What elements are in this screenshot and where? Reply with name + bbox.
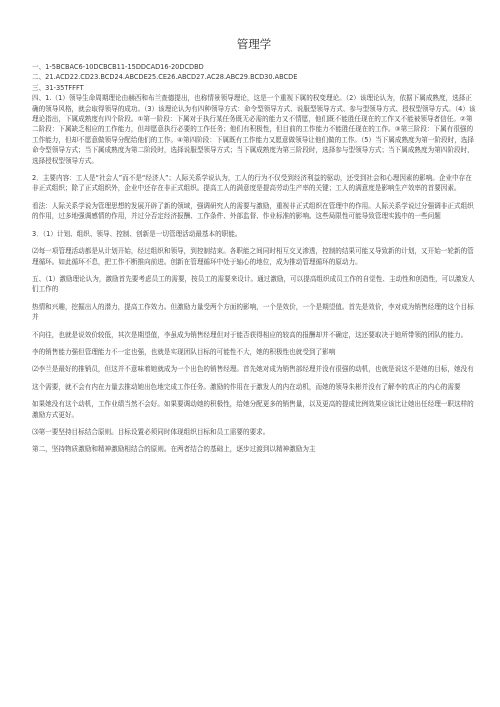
paragraph-better-incentive: 如果她没有这个动机，工作业绩当然不会好。如果要调动她的积极性，给她分配更多的销售量，以及更高的提成比例效果应该比让她出任经理一职这样的激励方式更好。	[32, 400, 474, 419]
paragraph-motivation-theory: 五、（1）激励理论认为，激励首先要考虑员工的需要，按员工的需要来设计。通过激励，可以提高组织成员工作的自觉性、主动性和创造性，可以激发人们工作的	[32, 274, 475, 294]
answers-part-2: 二、21.ACD22.CD23.BCD24.ABCDE25.CE26.ABCD27.AC28.ABC29.BCD30.ABCDE	[32, 73, 298, 82]
paragraph-management-cycle: ⑵每一项管理活动都是从计划开始，经过组织和领导，到控制结束。各职能之间同时相互交叉渗透，控制的结果可能又导致新的计划，又开始一轮新的管理循环。如此循环不息，把工作不断推向前进。创新在管理循环中处于轴心的地位，成为推动管理循环的原动力。	[32, 247, 474, 266]
paragraph-management-functions: 3．（1）计划、组织、领导、控制、创新是一切管理活动最基本的职能。	[32, 229, 242, 238]
paragraph-human-relations-content: 2．主要内容：工人是“社会人”而不是“经济人”；人际关系学说认为，工人的行为不仅受到经济利益的驱动，还受到社会和心理因素的影响。企业中存在非正式组织；除了正式组织外，企业中还存在非正式组织。提高工人的满意度是提高劳动生产率的关键；工人的满意度是影响生产效率的首要因素。	[32, 174, 472, 193]
paragraph-valence-expectancy: 热情和兴趣，挖掘出人的潜力，提高工作效力。但激励力量受两个方面的影响，一个是效价，一个是期望值。首先是效价，李对成为销售经理的这个目标并	[32, 302, 474, 322]
paragraph-material-spiritual: 第二，坚持物质激励和精神激励相结合的原则。在两者结合的基础上，逐步过渡到以精神激励为主	[32, 445, 316, 454]
paragraph-intrinsic-motivation: 这个需要，就不会有内在力量去推动她出色地完成工作任务。激励的作用在于激发人的内在动机，而她的领导朱彬并没有了解李的真正的内心的需要	[32, 382, 461, 391]
answers-part-1: 一、1-5BCBAC6-10DCBCB11-15DDCAD16-20DCDBD	[32, 63, 204, 71]
paragraph-management-ability: 李的销售能力强但管理能力不一定也强，也就是实现团队目标的可能性不大，她的积极性也就受到了影响	[32, 347, 336, 356]
paragraph-goal-principle: ⑶第一要坚持目标结合原则。目标设置必须同时体现组织目标和员工需要的要求。	[32, 427, 270, 436]
paragraph-leadership-theory: 四、1.（1）领导生命周期理论由赫西和布兰查德提出，也称情景领导理论，这是一个重视下属的权变理论。（2）该理论认为，依据下属成熟度，选择正确的领导风格，就会取得领导的成功。（3）该理论认为有四种领导方式：命令型领导方式、说服型领导方式、参与型领导方式、授权型领导方式。（4）该理论指出，下属成熟度有四个阶段。①第一阶段：下属对于执行某任务既无必需的能力又不情愿，他们既不能胜任现在的工作又不能被领导者信任。②第二阶段：下属缺乏相应的工作能力，但却愿意执行必要的工作任务；他们有积极性，但目前的工作能力不能胜任现在的工作。③第三阶段：下属有很强的工作能力，但却不愿意做领导分配给他们的工作。④第四阶段：下属既有工作能力又愿意做领导让他们做的工作。（5）当下属成熟度为第一阶段时，选择命令型领导方式；当下属成熟度为第二阶段时，选择说服型领导方式；当下属成熟度为第三阶段时，选择参与型领导方式；当下属成熟度为第四阶段时，选择授权型领导方式。	[32, 94, 476, 165]
paragraph-human-relations-view: 看法：人际关系学说为管理思想的发展开辟了新的领域，强调研究人的需要与激励，重视非正式组织在管理中的作用。人际关系学说过分强调非正式组织的作用，过多地强调感情的作用，并过分否定经济报酬、工作条件、外部监督、作业标准的影响。这些局限性可能导致管理实践中的一些问题	[32, 201, 474, 221]
document-title: 管理学	[236, 37, 272, 51]
answers-part-3: 三、31-35TFFFT	[32, 83, 84, 92]
paragraph-best-salesperson: ⑵李兰是最好的推销员，但这并不意味着她就成为一个出色的销售经理。首先她对成为销售部经理并没有很强的动机，也就是说这不是她的目标，她没有	[32, 365, 474, 374]
paragraph-expectancy-uncertain: 不向往，也就是说效价较低，其次是期望值，李虽成为销售经理但对于能否获得相应的较高的报酬却并不确定，这还要取决于她所带领的团队的能力。	[32, 330, 468, 339]
